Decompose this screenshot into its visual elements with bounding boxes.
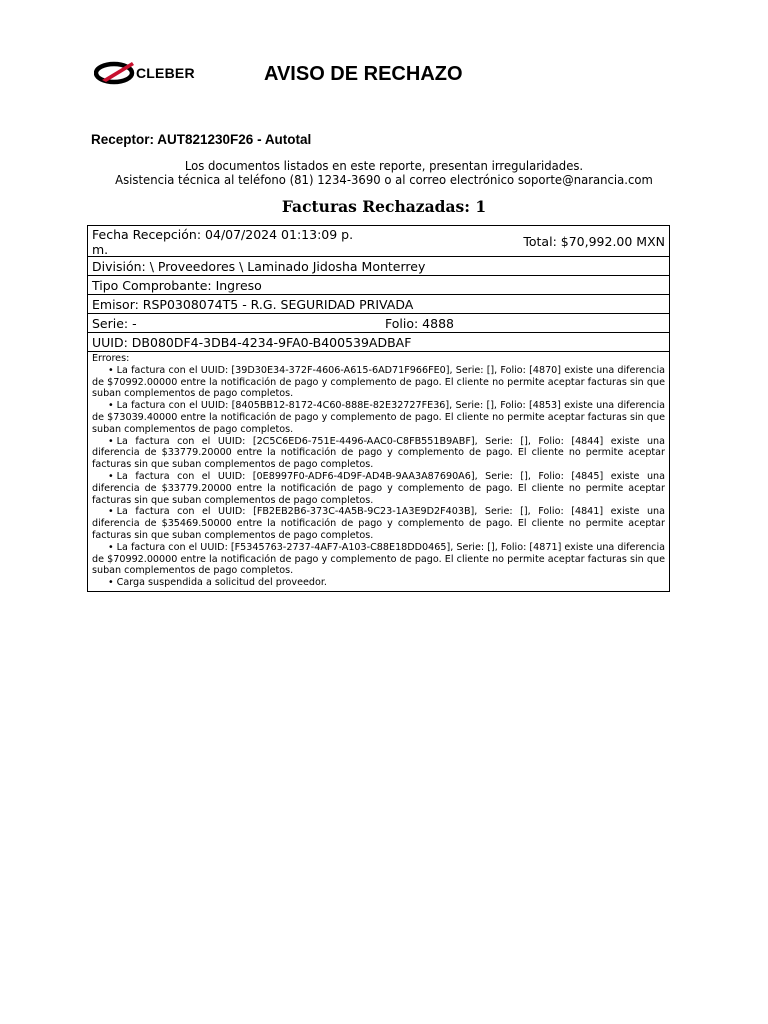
bullet-icon: • — [108, 470, 114, 482]
serie-folio-row — [88, 314, 669, 333]
error-item — [92, 436, 665, 471]
errors-label: Errores: — [92, 353, 130, 364]
error-item — [92, 400, 665, 435]
error-item — [92, 471, 665, 506]
tipo-comprobante-row: Tipo Comprobante: Ingreso — [88, 276, 669, 295]
invoice-table — [87, 225, 670, 592]
bullet-icon: • — [108, 400, 114, 412]
document-title: AVISO DE RECHAZO — [264, 63, 463, 85]
bullet-icon: • — [108, 577, 114, 589]
bullet-icon: • — [108, 435, 114, 447]
receptor-line: Receptor: AUT821230F26 - Autotal — [91, 132, 312, 147]
error-text: La factura con el UUID: [0E8997F0-ADF6-4D9F-AD4B-9AA3A87690A6], Serie: [], Folio: [4845] existe una diferencia de $33779.20000 entre la notificación de pago y complemento de pago. El cliente no permite aceptar facturas sin que suban complementos de pago completos. — [92, 470, 665, 506]
error-item — [92, 542, 665, 577]
bullet-icon: • — [108, 364, 114, 376]
fecha-recepcion-line-2: m. — [92, 242, 109, 257]
error-text: La factura con el UUID: [2C5C6ED6-751E-4496-AAC0-C8FB551B9ABF], Serie: [], Folio: [4844] existe una diferencia de $33779.20000 entre la notificación de pago y complemento de pago. El cliente no permite aceptar facturas sin que suban complementos de pago completos. — [92, 435, 665, 471]
error-item — [92, 506, 665, 541]
cleber-logo-icon — [94, 60, 138, 86]
section-title: Facturas Rechazadas: 1 — [281, 197, 487, 216]
emisor-row: Emisor: RSP0308074T5 - R.G. SEGURIDAD PRIVADA — [88, 295, 669, 314]
notice-line-1: Los documentos listados en este reporte, presentan irregularidades. — [184, 159, 584, 173]
invoice-total: Total: $70,992.00 MXN — [523, 234, 665, 249]
serie-value: Serie: - — [92, 316, 137, 331]
error-text: La factura con el UUID: [8405BB12-8172-4C60-888E-82E32727FE36], Serie: [], Folio: [4853] existe una diferencia de $73039.40000 entre la notificación de pago y complemento de pago. El cliente no permite aceptar facturas sin que suban complementos de pago completos. — [92, 400, 665, 435]
error-text: La factura con el UUID: [FB2EB2B6-373C-4A5B-9C23-1A3E9D2F403B], Serie: [], Folio: [4841] existe una diferencia de $35469.50000 entre la notificación de pago y complemento de pago. El cliente no permite aceptar facturas sin que suban complementos de pago completos. — [92, 506, 665, 541]
error-item — [92, 577, 665, 589]
error-text: La factura con el UUID: [F5345763-2737-4AF7-A103-C88E18DD0465], Serie: [], Folio: [4871] existe una diferencia de $70992.00000 entre la notificación de pago y complemento de pago. El cliente no permite aceptar facturas sin que suban complementos de pago completos. — [92, 541, 665, 577]
bullet-icon: • — [108, 541, 114, 553]
uuid-row: UUID: DB080DF4-3DB4-4234-9FA0-B400539ADBAF — [88, 333, 669, 352]
division-row: División: \ Proveedores \ Laminado Jidosha Monterrey — [88, 257, 669, 276]
fecha-total-row — [88, 226, 669, 257]
errors-row — [88, 352, 669, 591]
fecha-recepcion-line-1: Fecha Recepción: 04/07/2024 01:13:09 p. — [92, 227, 354, 242]
error-item — [92, 365, 665, 400]
error-text: La factura con el UUID: [39D30E34-372F-4606-A615-6AD71F966FE0], Serie: [], Folio: [4870] existe una diferencia de $70992.00000 entre la notificación de pago y complemento de pago. El cliente no permite aceptar facturas sin que suban complementos de pago completos. — [92, 364, 665, 400]
logo-text: CLEBER — [136, 65, 195, 81]
notice-line-2: Asistencia técnica al teléfono (81) 1234-3690 o al correo electrónico soporte@narancia.com — [115, 173, 653, 187]
error-text: Carga suspendida a solicitud del proveedor. — [116, 577, 327, 589]
company-logo — [94, 60, 204, 90]
bullet-icon: • — [108, 506, 114, 518]
folio-value: Folio: 4888 — [385, 316, 454, 331]
fecha-recepcion — [92, 227, 382, 257]
